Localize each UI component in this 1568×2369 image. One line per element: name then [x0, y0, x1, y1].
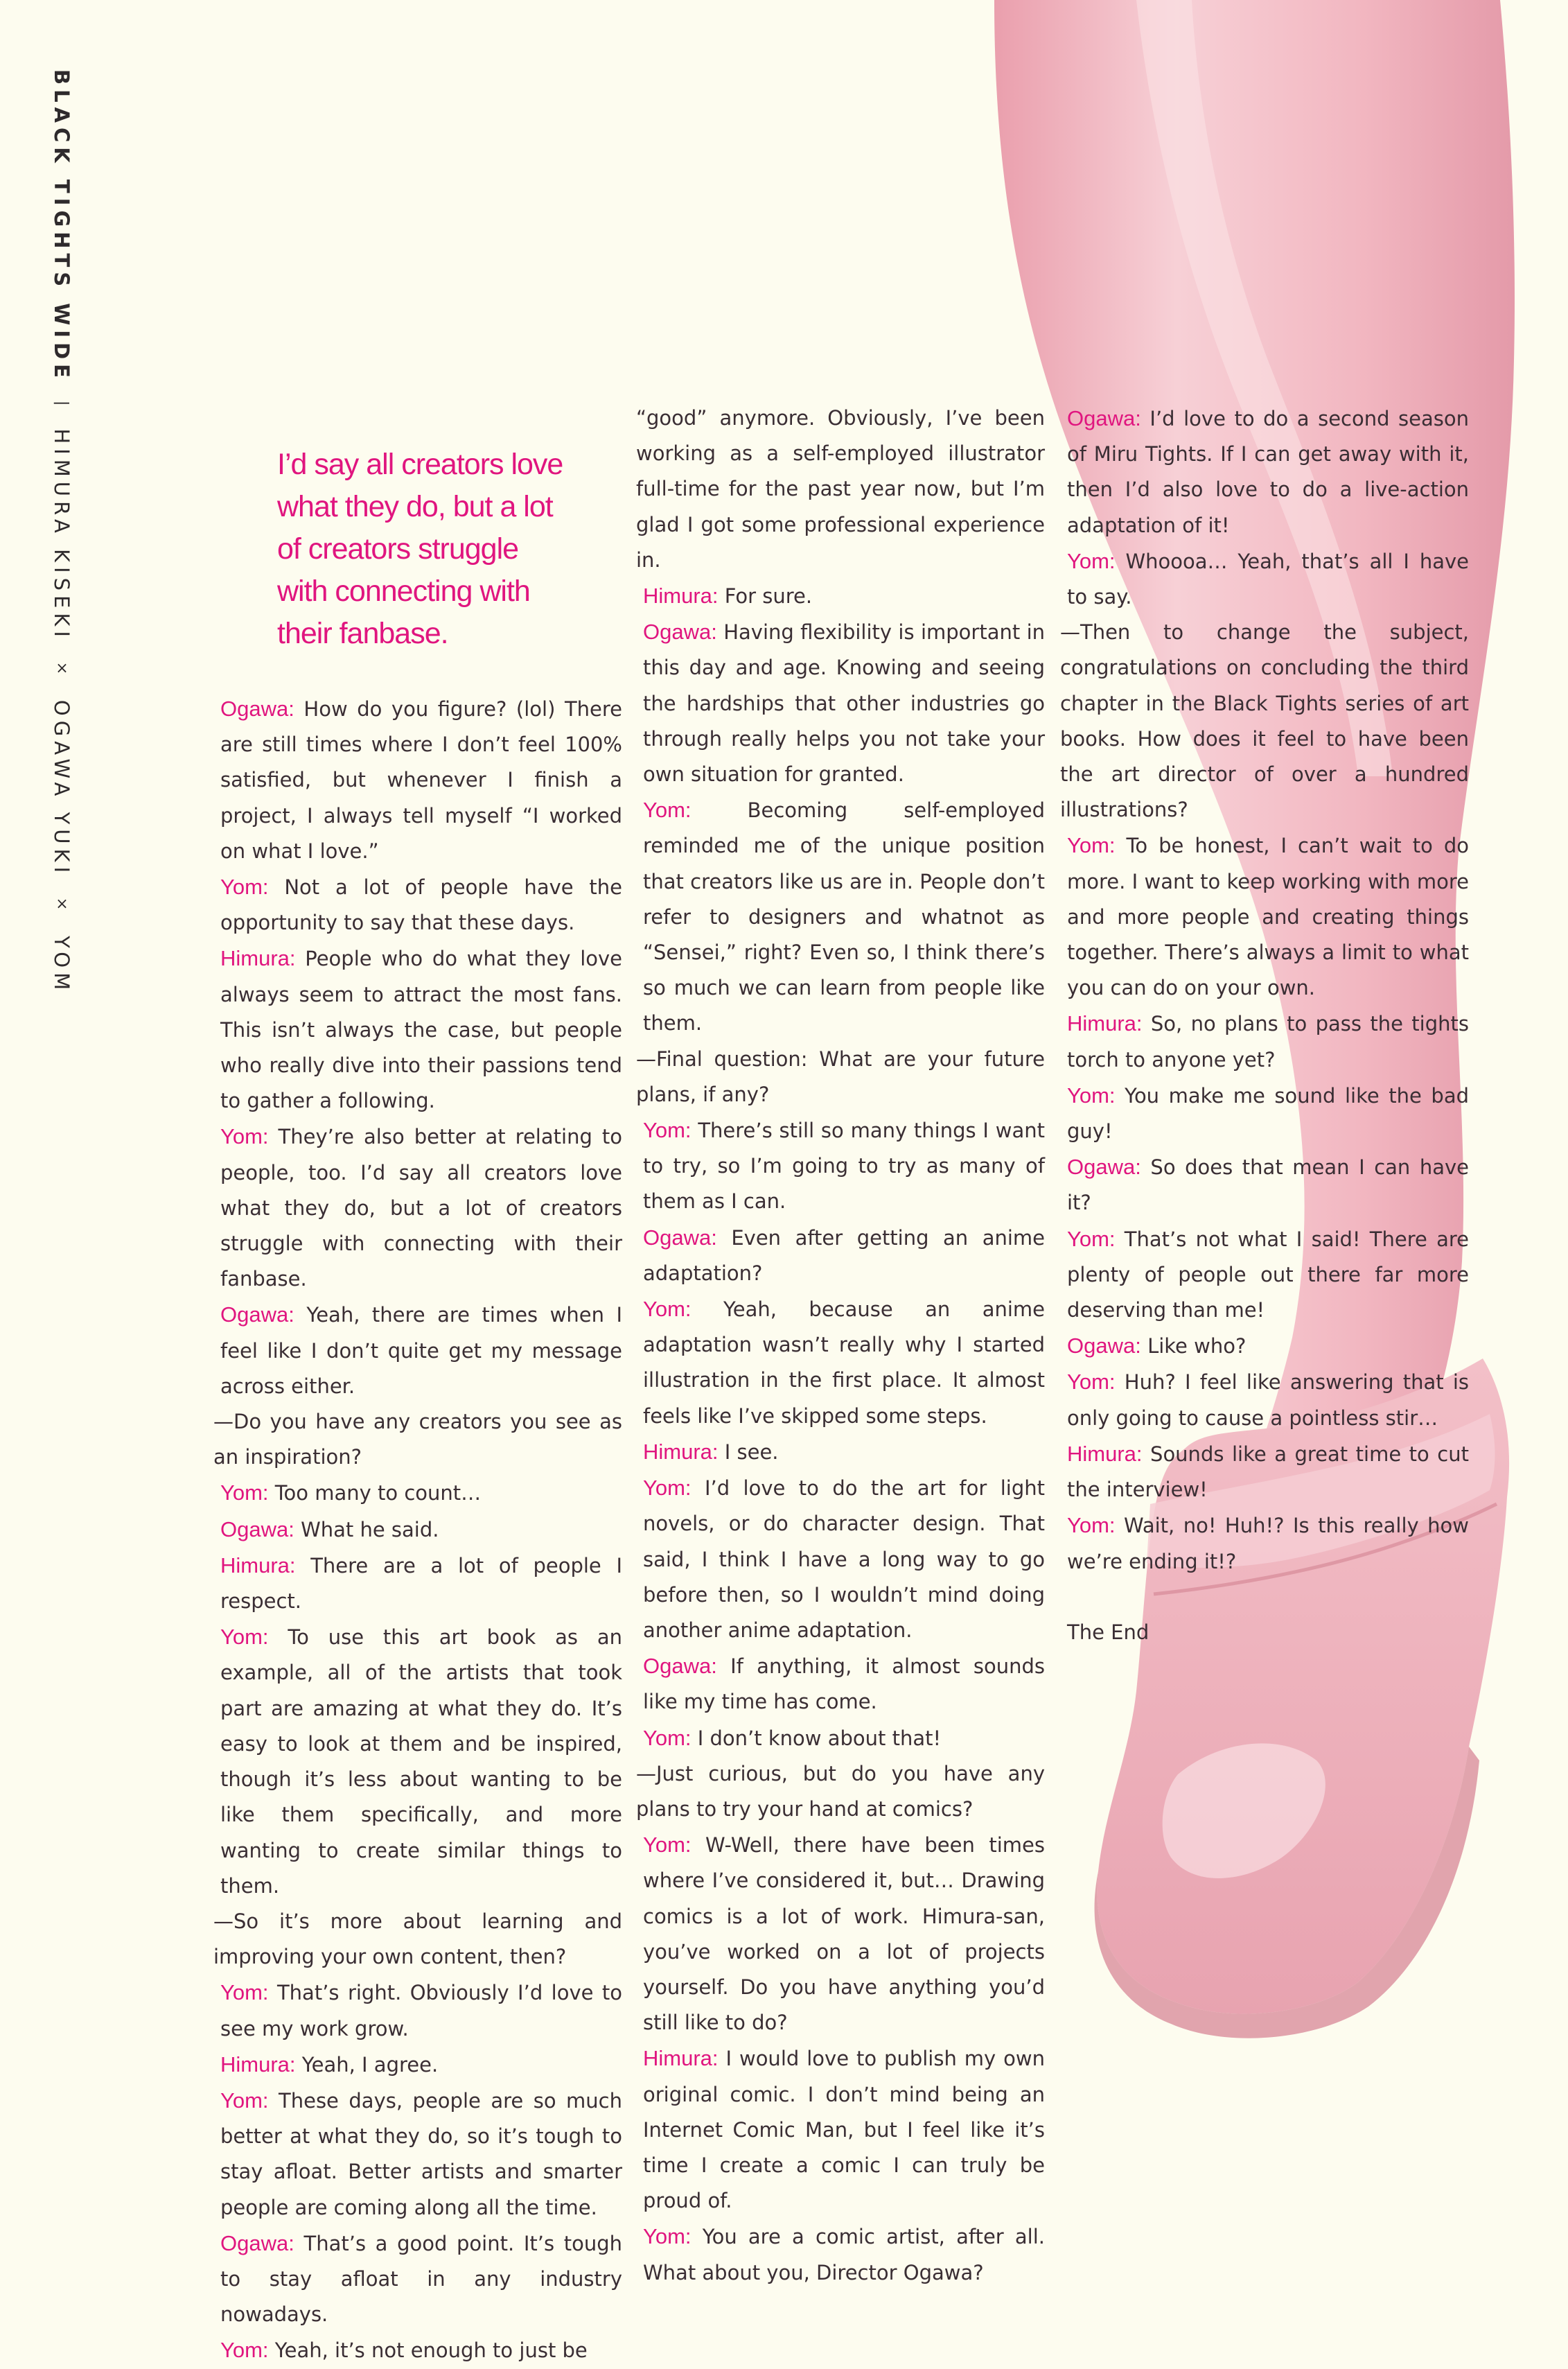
pull-quote: I’d say all creators love what they do, but a lot of creators struggle with connecting with their fanbase. [277, 448, 563, 650]
dialogue-text: Wait, no! Huh!? Is this really how we’re ending it!? [1067, 1514, 1469, 1573]
dialogue-text: What he said. [301, 1517, 439, 1541]
speaker-name: Ogawa: [220, 2230, 294, 2255]
dialogue-text: —Just curious, but do you have any plans to try your hand at comics? [636, 1761, 1045, 1821]
dialogue-line [220, 2047, 622, 2083]
speaker-name: Ogawa: [220, 1302, 294, 1327]
dialogue-text: Becoming self-employed reminded me of the unique position that creators like us are in. People don’t refer to designers and whatnot as “Sensei,” right? Even so, I think there’s so much we can learn from people like them. [643, 798, 1045, 1035]
speaker-name: Yom: [220, 1124, 269, 1149]
dialogue-line [1067, 1149, 1469, 1221]
speaker-name: Himura: [1067, 1011, 1143, 1036]
speaker-name: Yom: [1067, 1370, 1116, 1395]
dialogue-text: To be honest, I can’t wait to do more. I want to keep working with more and more people and creating things together. There’s always a limit to what you can do on your own. [1067, 834, 1469, 1000]
dialogue-line [643, 1112, 1045, 1220]
speaker-name: Himura: [220, 1553, 296, 1577]
dialogue-line [643, 2040, 1045, 2219]
dialogue-text: Having flexibility is important in this day and age. Knowing and seeing the hardships that other industries go through really helps you not take your own situation for granted. [643, 620, 1046, 787]
dialogue-line [220, 1619, 622, 1904]
dialogue-line [220, 2226, 622, 2333]
dialogue-line [643, 1291, 1045, 1434]
dialogue-line [220, 1975, 622, 2046]
speaker-name: Himura: [643, 584, 719, 609]
dialogue-text: —Final question: What are your future plans, if any? [636, 1047, 1045, 1106]
speaker-name: Yom: [1067, 1083, 1116, 1108]
dialogue-line [643, 614, 1045, 792]
dialogue-text: —Then to change the subject, congratulations on concluding the third chapter in the Black Tights series of art books. How does it feel to have been the art director of over a hundred illustrations? [1060, 620, 1469, 822]
interviewer-question [636, 401, 1045, 578]
dialogue-text: W-Well, there have been times where I’ve considered it, but… Drawing comics is a lot of work. Himura-san, you’ve worked on a lot of projects yourself. Do you have anything you’d still like to do? [643, 1833, 1045, 2035]
separator-1: × [53, 659, 71, 682]
dialogue-text: If anything, it almost sounds like my time has come. [643, 1654, 1045, 1714]
dialogue-text: To use this art book as an example, all of the artists that took part are amazing at what they do. It’s easy to look at them and be inspired, though it’s less about wanting to be like them specifically, and more wanting to create similar things to them. [220, 1625, 623, 1898]
dialogue-line [1067, 1507, 1469, 1579]
dialogue-text: I see. [724, 1440, 779, 1464]
speaker-name: Yom: [220, 1980, 269, 2005]
dialogue-text: Yeah, because an anime adaptation wasn’t really why I started illustration in the first place. It almost feels like I’ve skipped some steps. [643, 1297, 1045, 1428]
dialogue-text: Like who? [1147, 1334, 1247, 1358]
dialogue-line [220, 941, 622, 1119]
dialogue-line [643, 1220, 1045, 1291]
series-title: BLACK TIGHTS WIDE [50, 69, 73, 383]
side-title [50, 69, 73, 995]
dialogue-line [643, 1648, 1045, 1720]
speaker-name: Himura: [220, 946, 296, 971]
dialogue-text: People who do what they love always seem to attract the most fans. This isn’t always the case, but people who really dive into their passions tend to gather a following. [220, 947, 623, 1113]
interviewer-question [636, 1042, 1045, 1112]
participant-2: OGAWA YUKI [50, 699, 73, 878]
speaker-name: Yom: [220, 1625, 269, 1650]
speaker-name: Yom: [1067, 833, 1116, 858]
separator-2: × [53, 895, 71, 918]
speaker-name: Yom: [643, 1833, 691, 1857]
dialogue-text: Yeah, it’s not enough to just be [274, 2339, 588, 2363]
dialogue-text: That’s right. Obviously I’d love to see my work grow. [220, 1981, 623, 2040]
dialogue-text: Not a lot of people have the opportunity to say that these days. [220, 875, 623, 935]
speaker-name: Ogawa: [1067, 406, 1141, 430]
dialogue-text: I’d love to do a second season of Miru Tights. If I can get away with it, then I’d also love to do a live-action adaptation of it! [1067, 407, 1469, 537]
speaker-name: Ogawa: [220, 697, 294, 721]
interviewer-question [213, 1404, 622, 1475]
dialogue-text: —So it’s more about learning and improving your own content, then? [213, 1909, 622, 1969]
speaker-name: Ogawa: [643, 620, 717, 645]
dialogue-line [643, 578, 1045, 614]
dialogue-line [643, 1470, 1045, 1648]
speaker-name: Ogawa: [643, 1654, 717, 1679]
dialogue-text: For sure. [724, 584, 813, 609]
dialogue-text: Whoooa… Yeah, that’s all I have to say. [1067, 549, 1470, 609]
dialogue-text: Yeah, I agree. [301, 2052, 439, 2077]
dialogue-line [1067, 1006, 1469, 1077]
interview-column-3 [1060, 401, 1470, 1650]
speaker-name: Himura: [643, 1439, 719, 1464]
speaker-name: Himura: [220, 2052, 296, 2077]
interview-column-2 [636, 401, 1046, 2291]
dialogue-line [220, 1119, 622, 1297]
dialogue-line [1067, 1078, 1469, 1149]
dialogue-text: That’s not what I said! There are plenty of people out there far more deserving than me! [1067, 1227, 1470, 1322]
speaker-name: Yom: [220, 1480, 269, 1505]
dialogue-text: I’d love to do the art for light novels, or do character design. That said, I think I have a long way to go before then, so I wouldn’t mind doing another anime adaptation. [643, 1476, 1045, 1642]
dialogue-text: That’s a good point. It’s tough to stay afloat in any industry nowadays. [220, 2231, 623, 2327]
dialogue-text: Sounds like a great time to cut the interview! [1067, 1442, 1470, 1502]
dialogue-text: Huh? I feel like answering that is only going to cause a pointless stir… [1067, 1370, 1470, 1430]
dialogue-line [220, 869, 622, 941]
dialogue-line [1067, 828, 1469, 1006]
dialogue-line [643, 2219, 1045, 2290]
dialogue-line [220, 2332, 622, 2368]
dialogue-line [643, 1720, 1045, 1756]
speaker-name: Yom: [643, 2224, 691, 2249]
dialogue-text: These days, people are so much better at what they do, so it’s tough to stay afloat. Better artists and smarter people are coming along all the time. [220, 2088, 623, 2219]
dialogue-text: Too many to count… [274, 1481, 482, 1505]
speaker-name: Yom: [643, 1725, 691, 1750]
speaker-name: Yom: [643, 1118, 691, 1143]
dialogue-line [1067, 401, 1469, 543]
dialogue-line [220, 691, 622, 869]
dialogue-line [1067, 1364, 1469, 1435]
dialogue-text: So, no plans to pass the tights torch to anyone yet? [1067, 1012, 1470, 1072]
dialogue-line [1067, 543, 1469, 615]
dialogue-text: You make me sound like the bad guy! [1067, 1083, 1469, 1144]
title-divider: | [53, 400, 71, 411]
dialogue-text: I would love to publish my own original comic. I don’t mind being an Internet Comic Man, but I feel like it’s time I create a comic I can truly be proud of. [643, 2047, 1045, 2213]
speaker-name: Ogawa: [220, 1516, 294, 1541]
dialogue-text: Yeah, there are times when I feel like I don’t quite get my message across either. [220, 1303, 622, 1398]
participant-1: HIMURA KISEKI [50, 428, 73, 642]
dialogue-line [643, 1827, 1045, 2040]
speaker-name: Himura: [643, 2046, 719, 2071]
closing-the-end: The End [1067, 1620, 1149, 1644]
speaker-name: Yom: [1067, 1513, 1116, 1538]
speaker-name: Ogawa: [1067, 1334, 1141, 1358]
dialogue-line [220, 1297, 622, 1404]
speaker-name: Yom: [220, 2338, 269, 2363]
speaker-name: Ogawa: [643, 1225, 717, 1250]
dialogue-line [1067, 1221, 1469, 1329]
dialogue-text: “good” anymore. Obviously, I’ve been working as a self-employed illustrator full-time for the past year now, but I’m glad I got some professional experience in. [636, 406, 1045, 572]
speaker-name: Yom: [220, 875, 269, 900]
participant-3: YOM [50, 936, 73, 995]
dialogue-text: They’re also better at relating to people, too. I’d say all creators love what they do, but a lot of creators struggle with connecting with their fanbase. [220, 1125, 622, 1291]
interview-column-1 [213, 691, 623, 2369]
dialogue-text: I don’t know about that! [697, 1726, 942, 1750]
speaker-name: Yom: [643, 1297, 691, 1322]
dialogue-line [1067, 1436, 1469, 1507]
speaker-name: Yom: [220, 2088, 269, 2113]
dialogue-text: There’s still so many things I want to try, so I’m going to try as many of them as I can. [643, 1119, 1046, 1214]
dialogue-text: —Do you have any creators you see as an inspiration? [213, 1410, 622, 1469]
dialogue-text: You are a comic artist, after all. What about you, Director Ogawa? [643, 2225, 1046, 2284]
dialogue-line [220, 2083, 622, 2226]
speaker-name: Yom: [643, 1476, 691, 1501]
speaker-name: Himura: [1067, 1441, 1143, 1466]
speaker-name: Ogawa: [1067, 1155, 1141, 1180]
dialogue-line [220, 1512, 622, 1548]
dialogue-text: How do you figure? (lol) There are still times where I don’t feel 100% satisfied, but whenever I finish a project, I always tell myself “I worked on what I love.” [220, 697, 623, 863]
interviewer-question [213, 1904, 622, 1975]
dialogue-text: Even after getting an anime adaptation? [643, 1225, 1045, 1285]
speaker-name: Yom: [1067, 548, 1116, 573]
dialogue-text: So does that mean I can have it? [1067, 1155, 1470, 1215]
interviewer-question [1060, 615, 1469, 828]
speaker-name: Yom: [1067, 1226, 1116, 1251]
dialogue-line [220, 1548, 622, 1619]
dialogue-text: There are a lot of people I respect. [220, 1553, 622, 1614]
speaker-name: Yom: [643, 798, 691, 823]
interviewer-question [636, 1756, 1045, 1827]
dialogue-line [220, 1475, 622, 1511]
dialogue-line [1067, 1328, 1469, 1364]
dialogue-line [643, 792, 1045, 1041]
dialogue-line [643, 1434, 1045, 1470]
